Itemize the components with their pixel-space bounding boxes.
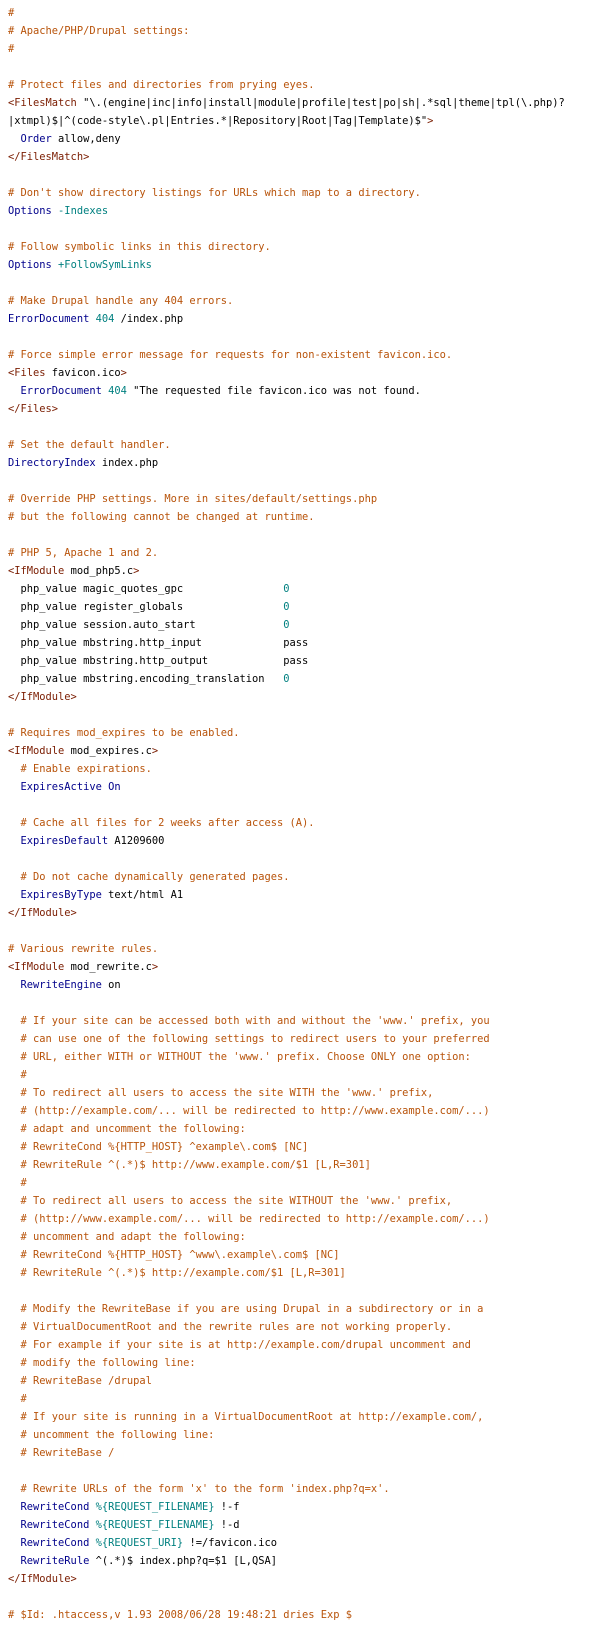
code-tag: > [151, 961, 159, 973]
code-line [8, 904, 600, 922]
code-text: A1209600 [108, 835, 165, 847]
code-text: mod_expires.c [64, 745, 152, 757]
code-line [8, 994, 600, 1012]
code-line [8, 1282, 600, 1300]
code-comment: # [8, 43, 15, 55]
code-comment: # Set the default handler. [8, 439, 171, 451]
code-tag: <IfModule [8, 961, 65, 973]
code-text [8, 817, 21, 829]
code-line [8, 454, 600, 472]
code-directive: RewriteEngine [20, 979, 102, 991]
code-line [8, 1606, 600, 1624]
code-line [8, 1534, 600, 1552]
code-tag: </IfModule> [8, 907, 77, 919]
code-comment: # RewriteBase / [20, 1447, 115, 1459]
code-directive: Order [20, 133, 52, 145]
code-comment: # If your site can be accessed both with and without the 'www.' prefix, you [20, 1015, 490, 1027]
code-text [8, 1411, 21, 1423]
code-text [8, 1123, 21, 1135]
code-line [8, 1570, 600, 1588]
code-text: allow,deny [51, 133, 121, 145]
code-line [8, 976, 600, 994]
code-tag: > [133, 565, 140, 577]
code-argument: -Indexes [51, 205, 109, 217]
code-comment: # modify the following line: [20, 1357, 196, 1369]
code-text: php_value register_globals [8, 601, 284, 613]
code-line [8, 706, 600, 724]
code-tag: </FilesMatch> [8, 151, 90, 163]
code-comment: # Override PHP settings. More in sites/default/settings.php [8, 493, 378, 505]
code-directive: DirectoryIndex [8, 457, 96, 469]
code-line [8, 1444, 600, 1462]
code-tag: </Files> [8, 403, 59, 415]
code-comment: # RewriteBase /drupal [20, 1375, 152, 1387]
code-text: php_value mbstring.http_output pass [8, 655, 309, 667]
code-line [8, 1462, 600, 1480]
code-comment: # RewriteRule ^(.*)$ http://example.com/$1 [L,R=301] [20, 1267, 346, 1279]
code-text [8, 1357, 21, 1369]
code-comment: # can use one of the following settings to redirect users to your preferred [20, 1033, 490, 1045]
code-line [8, 832, 600, 850]
code-line [8, 364, 600, 382]
code-text [8, 871, 21, 883]
code-comment: # (http://www.example.com/... will be redirected to http://example.com/...) [20, 1213, 490, 1225]
code-text [8, 1537, 21, 1549]
code-text [8, 1483, 21, 1495]
code-text [8, 1231, 21, 1243]
code-line [8, 400, 600, 418]
code-comment: # VirtualDocumentRoot and the rewrite rules are not working properly. [20, 1321, 453, 1333]
code-text: mod_php5.c [64, 565, 134, 577]
code-text: php_value session.auto_start [8, 619, 284, 631]
code-tag: <Files [8, 367, 46, 379]
code-text: mod_rewrite.c [64, 961, 152, 973]
code-line [8, 886, 600, 904]
code-comment: # RewriteCond %{HTTP_HOST} ^www\.example\.com$ [NC] [20, 1249, 340, 1261]
code-line [8, 1210, 600, 1228]
code-line [8, 1264, 600, 1282]
code-text [8, 1321, 21, 1333]
code-line [8, 1228, 600, 1246]
code-directive: ExpiresActive [20, 781, 102, 793]
code-text: /index.php [114, 313, 184, 325]
code-argument: %{REQUEST_FILENAME} [89, 1519, 215, 1531]
code-text [8, 1267, 21, 1279]
code-text [8, 979, 21, 991]
code-tag: <IfModule [8, 565, 65, 577]
code-text [8, 1141, 21, 1153]
code-text [8, 133, 21, 145]
code-text: ^(.*)$ index.php?q=$1 [L,QSA] [89, 1555, 278, 1567]
code-line [8, 1318, 600, 1336]
code-line [8, 238, 600, 256]
code-line [8, 1246, 600, 1264]
code-text [8, 1015, 21, 1027]
code-line [8, 1030, 600, 1048]
code-line [8, 1390, 600, 1408]
code-comment: # [20, 1069, 27, 1081]
code-text: php_value mbstring.encoding_translation [8, 673, 284, 685]
code-line [8, 1066, 600, 1084]
code-line [8, 436, 600, 454]
code-text: on [101, 979, 121, 991]
code-line [8, 328, 600, 346]
code-text [8, 1105, 21, 1117]
code-line [8, 778, 600, 796]
code-comment: # For example if your site is at http://example.com/drupal uncomment and [20, 1339, 471, 1351]
code-tag: <FilesMatch [8, 97, 84, 109]
code-line [8, 148, 600, 166]
code-text [8, 763, 21, 775]
code-text [8, 1249, 21, 1261]
code-text [8, 1447, 21, 1459]
code-comment: # uncomment and adapt the following: [20, 1231, 246, 1243]
code-text [8, 1087, 21, 1099]
code-line [8, 922, 600, 940]
code-text [8, 1519, 21, 1531]
code-line [8, 472, 600, 490]
code-line [8, 814, 600, 832]
code-text: index.php [95, 457, 159, 469]
code-text [8, 1051, 21, 1063]
code-line [8, 292, 600, 310]
code-string: "\.(engine|inc|info|install|module|profile|test|po|sh|.*sql|theme|tpl(\.php)? [83, 97, 565, 109]
code-line [8, 1048, 600, 1066]
code-comment: # adapt and uncomment the following: [20, 1123, 246, 1135]
code-text: !-f [214, 1501, 240, 1513]
code-line [8, 1516, 600, 1534]
code-line [8, 1480, 600, 1498]
code-line [8, 1012, 600, 1030]
code-comment: # [20, 1393, 27, 1405]
code-directive: RewriteCond [20, 1501, 90, 1513]
code-tag: > [427, 115, 434, 127]
code-line [8, 1138, 600, 1156]
code-line [8, 310, 600, 328]
code-directive: RewriteCond [20, 1537, 90, 1549]
code-comment: # $Id: .htaccess,v 1.93 2008/06/28 19:48:21 dries Exp $ [8, 1609, 353, 1621]
code-line [8, 1336, 600, 1354]
code-text [8, 1303, 21, 1315]
code-text [8, 1069, 21, 1081]
code-text [8, 1555, 21, 1567]
code-line [8, 4, 600, 22]
code-line [8, 652, 600, 670]
code-comment: # Enable expirations. [20, 763, 152, 775]
code-line [8, 22, 600, 40]
code-line [8, 1174, 600, 1192]
code-line [8, 544, 600, 562]
code-line [8, 850, 600, 868]
code-string: |xtmpl)$|^(code-style\.pl|Entries.*|Repository|Root|Tag|Template)$" [8, 115, 428, 127]
code-comment: # (http://example.com/... will be redirected to http://www.example.com/...) [20, 1105, 490, 1117]
code-comment: # Cache all files for 2 weeks after access (A). [20, 817, 315, 829]
code-comment: # Apache/PHP/Drupal settings: [8, 25, 190, 37]
code-text [8, 1339, 21, 1351]
code-line [8, 580, 600, 598]
code-comment: # [20, 1177, 27, 1189]
code-line [8, 1300, 600, 1318]
code-line [8, 256, 600, 274]
code-comment: # URL, either WITH or WITHOUT the 'www.' prefix. Choose ONLY one option: [20, 1051, 471, 1063]
code-tag: </IfModule> [8, 1573, 77, 1585]
code-text [8, 1195, 21, 1207]
code-line [8, 130, 600, 148]
code-line [8, 1354, 600, 1372]
code-text [8, 1177, 21, 1189]
code-line [8, 562, 600, 580]
code-line [8, 274, 600, 292]
code-comment: # Various rewrite rules. [8, 943, 159, 955]
code-text [8, 1429, 21, 1441]
code-line [8, 418, 600, 436]
code-line [8, 220, 600, 238]
code-comment: # To redirect all users to access the site WITHOUT the 'www.' prefix, [20, 1195, 453, 1207]
code-text [8, 385, 21, 397]
code-text [8, 889, 21, 901]
code-text [8, 1213, 21, 1225]
code-line [8, 598, 600, 616]
code-text [8, 781, 21, 793]
code-comment: # RewriteCond %{HTTP_HOST} ^example\.com$ [NC] [20, 1141, 309, 1153]
code-text: php_value mbstring.http_input pass [8, 637, 309, 649]
code-line [8, 688, 600, 706]
code-line [8, 94, 600, 112]
code-argument: +FollowSymLinks [51, 259, 152, 271]
code-line [8, 1372, 600, 1390]
code-text: !=/favicon.ico [183, 1537, 278, 1549]
code-line [8, 616, 600, 634]
code-argument: %{REQUEST_URI} [89, 1537, 184, 1549]
code-text: favicon.ico [45, 367, 121, 379]
code-line [8, 958, 600, 976]
code-text [8, 1501, 21, 1513]
code-comment: # uncomment the following line: [20, 1429, 215, 1441]
code-text: php_value magic_quotes_gpc [8, 583, 284, 595]
code-line [8, 58, 600, 76]
code-comment: # If your site is running in a VirtualDocumentRoot at http://example.com/, [20, 1411, 484, 1423]
code-comment: # Do not cache dynamically generated pages. [20, 871, 290, 883]
code-directive: RewriteRule [20, 1555, 90, 1567]
code-text [8, 1033, 21, 1045]
code-line [8, 670, 600, 688]
code-line [8, 1120, 600, 1138]
code-line [8, 1552, 600, 1570]
code-line [8, 634, 600, 652]
code-line [8, 76, 600, 94]
code-directive: ExpiresByType [20, 889, 102, 901]
code-text [8, 1393, 21, 1405]
code-number: 0 [283, 673, 290, 685]
code-directive: RewriteCond [20, 1519, 90, 1531]
code-line [8, 1102, 600, 1120]
code-tag: <IfModule [8, 745, 65, 757]
code-line [8, 40, 600, 58]
code-comment: # RewriteRule ^(.*)$ http://www.example.com/$1 [L,R=301] [20, 1159, 371, 1171]
code-line [8, 1498, 600, 1516]
code-line [8, 508, 600, 526]
code-line [8, 490, 600, 508]
code-text: "The requested file favicon.ico was not found. [126, 385, 421, 397]
code-text: !-d [214, 1519, 240, 1531]
code-line [8, 1084, 600, 1102]
code-line [8, 724, 600, 742]
code-text: text/html A1 [101, 889, 184, 901]
code-line [8, 526, 600, 544]
code-line [8, 1588, 600, 1606]
code-comment: # Force simple error message for requests for non-existent favicon.ico. [8, 349, 453, 361]
code-line [8, 1408, 600, 1426]
code-line [8, 940, 600, 958]
code-comment: # [8, 7, 15, 19]
code-tag: > [120, 367, 127, 379]
code-directive: ErrorDocument [20, 385, 102, 397]
code-line [8, 868, 600, 886]
code-argument: %{REQUEST_FILENAME} [89, 1501, 215, 1513]
code-line [8, 166, 600, 184]
code-number: 404 [89, 313, 115, 325]
code-line [8, 1156, 600, 1174]
code-directive: ExpiresDefault [20, 835, 109, 847]
code-comment: # Rewrite URLs of the form 'x' to the form 'index.php?q=x'. [20, 1483, 390, 1495]
code-line [8, 184, 600, 202]
code-number: 404 [101, 385, 127, 397]
code-comment: # Don't show directory listings for URLs which map to a directory. [8, 187, 421, 199]
code-comment: # Protect files and directories from prying eyes. [8, 79, 315, 91]
code-directive: ErrorDocument [8, 313, 90, 325]
code-line [8, 112, 600, 130]
code-tag: > [151, 745, 159, 757]
code-text [8, 1159, 21, 1171]
code-comment: # Make Drupal handle any 404 errors. [8, 295, 234, 307]
code-comment: # PHP 5, Apache 1 and 2. [8, 547, 159, 559]
code-comment: # Modify the RewriteBase if you are using Drupal in a subdirectory or in a [20, 1303, 484, 1315]
code-comment: # To redirect all users to access the site WITH the 'www.' prefix, [20, 1087, 434, 1099]
code-directive: On [101, 781, 121, 793]
code-tag: </IfModule> [8, 691, 77, 703]
code-comment: # Follow symbolic links in this directory. [8, 241, 271, 253]
code-text [8, 835, 21, 847]
code-line [8, 202, 600, 220]
code-line [8, 742, 600, 760]
code-text [8, 1375, 21, 1387]
code-line [8, 1426, 600, 1444]
code-number: 0 [283, 619, 290, 631]
code-line [8, 760, 600, 778]
code-number: 0 [283, 583, 290, 595]
code-comment: # Requires mod_expires to be enabled. [8, 727, 240, 739]
code-line [8, 796, 600, 814]
code-line [8, 1192, 600, 1210]
code-line [8, 382, 600, 400]
code-comment: # but the following cannot be changed at runtime. [8, 511, 315, 523]
code-directive: Options [8, 259, 52, 271]
code-line [8, 346, 600, 364]
code-directive: Options [8, 205, 52, 217]
code-number: 0 [283, 601, 290, 613]
